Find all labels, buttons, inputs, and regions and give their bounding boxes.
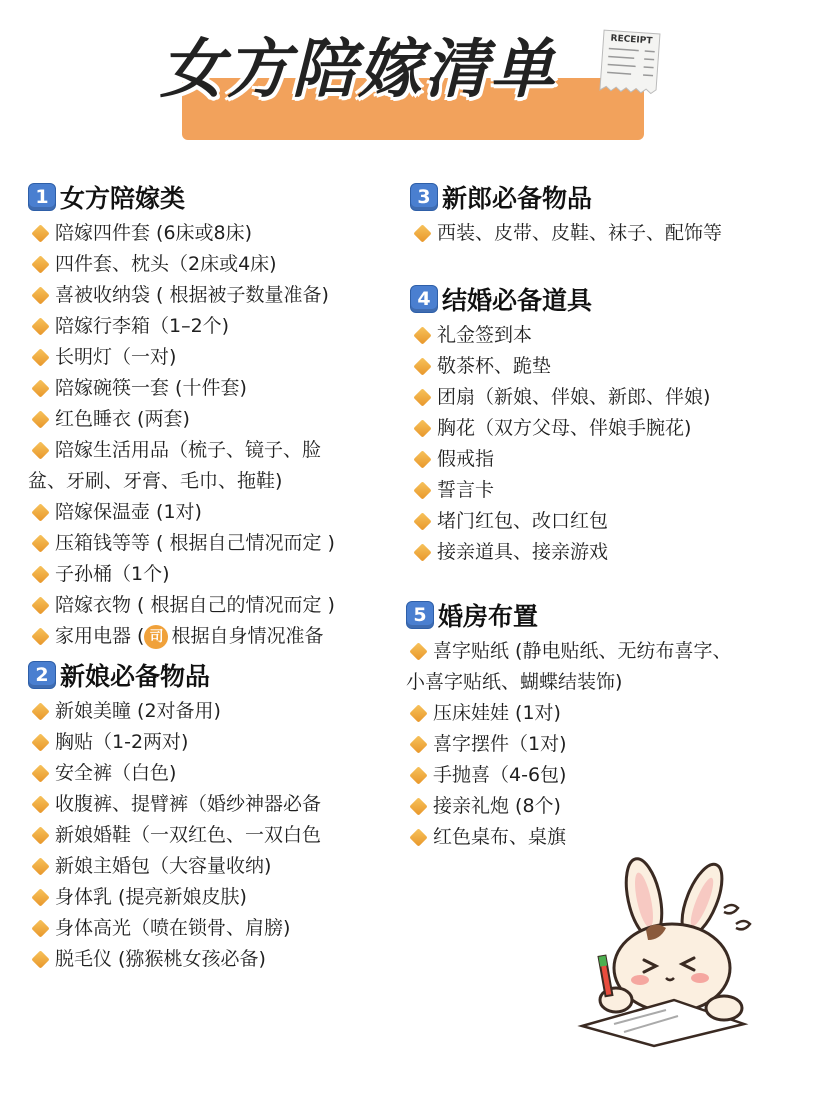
section-title: 女方陪嫁类 xyxy=(60,184,186,213)
list-item: 礼金签到本 xyxy=(410,320,810,351)
section-header xyxy=(28,180,372,214)
diamond-bullet-icon xyxy=(31,596,49,614)
list-item: 陪嫁衣物 ( 根据自己的情况而定 ) xyxy=(28,590,372,621)
list-item: 堵门红包、改口红包 xyxy=(410,506,810,537)
diamond-bullet-icon xyxy=(413,481,431,499)
diamond-bullet-icon xyxy=(413,357,431,375)
diamond-bullet-icon xyxy=(413,224,431,242)
diamond-bullet-icon xyxy=(409,766,427,784)
list-item: 胸花（双方父母、伴娘手腕花) xyxy=(410,413,810,444)
diamond-bullet-icon xyxy=(31,534,49,552)
bunny-writing-illustration xyxy=(574,848,774,1048)
list-item: 手抛喜（4-6包) xyxy=(406,760,816,791)
list-item: 红色桌布、桌旗 xyxy=(406,822,816,853)
section-wedding-props xyxy=(410,282,810,568)
list-item: 敬茶杯、跪垫 xyxy=(410,351,810,382)
list-item-continuation: 小喜字贴纸、蝴蝶结装饰) xyxy=(406,671,623,693)
list-item: 接亲道具、接亲游戏 xyxy=(410,537,810,568)
section-header xyxy=(410,180,810,214)
section-bride-dowry xyxy=(28,180,372,652)
list-item: 新娘美瞳 (2对备用) xyxy=(28,696,372,727)
section-header xyxy=(410,282,810,316)
section-title: 新娘必备物品 xyxy=(60,662,211,691)
diamond-bullet-icon xyxy=(409,828,427,846)
number-badge-icon: 1 xyxy=(28,183,56,211)
list-item: 誓言卡 xyxy=(410,475,810,506)
list-item: 家用电器 ( 司 根据自身情况准备 xyxy=(28,621,372,652)
diamond-bullet-icon xyxy=(409,642,427,660)
list-item: 四件套、枕头（2床或4床) xyxy=(28,249,372,280)
diamond-bullet-icon xyxy=(31,627,49,645)
diamond-bullet-icon xyxy=(413,419,431,437)
diamond-bullet-icon xyxy=(31,826,49,844)
list-item: 西装、皮带、皮鞋、袜子、配饰等 xyxy=(410,218,810,249)
diamond-bullet-icon xyxy=(413,450,431,468)
list-item: 脱毛仪 (猕猴桃女孩必备) xyxy=(28,944,372,975)
list-item: 喜字摆件（1对) xyxy=(406,729,816,760)
diamond-bullet-icon xyxy=(31,919,49,937)
list-item: 身体乳 (提亮新娘皮肤) xyxy=(28,882,372,913)
list-item: 长明灯（一对) xyxy=(28,342,372,373)
diamond-bullet-icon xyxy=(31,441,49,459)
list-item: 身体高光（喷在锁骨、肩膀) xyxy=(28,913,372,944)
list-item: 陪嫁生活用品（梳子、镜子、脸 xyxy=(28,435,372,466)
circle-badge-icon: 司 xyxy=(144,625,168,649)
page-title: 女方陪嫁清单 xyxy=(160,33,556,107)
list-item: 接亲礼炮 (8个) xyxy=(406,791,816,822)
diamond-bullet-icon xyxy=(31,317,49,335)
diamond-bullet-icon xyxy=(413,388,431,406)
diamond-bullet-icon xyxy=(31,733,49,751)
diamond-bullet-icon xyxy=(31,224,49,242)
receipt-icon xyxy=(596,26,664,96)
section-bride-essentials xyxy=(28,658,372,975)
list-item: 压箱钱等等 ( 根据自己情况而定 ) xyxy=(28,528,372,559)
diamond-bullet-icon xyxy=(409,735,427,753)
list-item: 胸贴（1-2两对) xyxy=(28,727,372,758)
list-item: 陪嫁行李箱（1–2个) xyxy=(28,311,372,342)
section-title: 婚房布置 xyxy=(438,602,539,631)
list-item: 红色睡衣 (两套) xyxy=(28,404,372,435)
section-wedding-room-decor xyxy=(406,598,816,853)
diamond-bullet-icon xyxy=(31,286,49,304)
diamond-bullet-icon xyxy=(31,950,49,968)
list-item: 子孙桶（1个) xyxy=(28,559,372,590)
diamond-bullet-icon xyxy=(31,795,49,813)
list-item: 假戒指 xyxy=(410,444,810,475)
list-item: 喜字贴纸 (静电贴纸、无纺布喜字、 xyxy=(406,636,816,667)
diamond-bullet-icon xyxy=(31,503,49,521)
list-item-continuation: 盆、牙刷、牙膏、毛巾、拖鞋) xyxy=(28,470,283,492)
section-title: 结婚必备道具 xyxy=(442,286,593,315)
section-groom-essentials xyxy=(410,180,810,249)
diamond-bullet-icon xyxy=(31,888,49,906)
list-item: 陪嫁碗筷一套 (十件套) xyxy=(28,373,372,404)
list-item: 安全裤（白色) xyxy=(28,758,372,789)
diamond-bullet-icon xyxy=(413,512,431,530)
number-badge-icon: 2 xyxy=(28,661,56,689)
diamond-bullet-icon xyxy=(31,348,49,366)
diamond-bullet-icon xyxy=(31,857,49,875)
diamond-bullet-icon xyxy=(31,410,49,428)
list-item: 收腹裤、提臂裤（婚纱神器必备 xyxy=(28,789,372,820)
title-banner xyxy=(0,0,828,150)
receipt-label: RECEIPT xyxy=(610,33,653,47)
list-item: 压床娃娃 (1对) xyxy=(406,698,816,729)
number-badge-icon: 4 xyxy=(410,285,438,313)
diamond-bullet-icon xyxy=(31,255,49,273)
list-item: 新娘婚鞋（一双红色、一双白色 xyxy=(28,820,372,851)
list-item: 陪嫁保温壶 (1对) xyxy=(28,497,372,528)
diamond-bullet-icon xyxy=(413,326,431,344)
list-item: 新娘主婚包（大容量收纳) xyxy=(28,851,372,882)
diamond-bullet-icon xyxy=(31,764,49,782)
number-badge-icon: 5 xyxy=(406,601,434,629)
list-item: 陪嫁四件套 (6床或8床) xyxy=(28,218,372,249)
section-title: 新郎必备物品 xyxy=(442,184,593,213)
diamond-bullet-icon xyxy=(409,797,427,815)
number-badge-icon: 3 xyxy=(410,183,438,211)
section-header xyxy=(28,658,372,692)
list-item: 团扇（新娘、伴娘、新郎、伴娘) xyxy=(410,382,810,413)
diamond-bullet-icon xyxy=(409,704,427,722)
list-item: 喜被收纳袋 ( 根据被子数量准备) xyxy=(28,280,372,311)
diamond-bullet-icon xyxy=(31,702,49,720)
diamond-bullet-icon xyxy=(31,379,49,397)
section-header xyxy=(406,598,816,632)
diamond-bullet-icon xyxy=(31,565,49,583)
diamond-bullet-icon xyxy=(413,543,431,561)
